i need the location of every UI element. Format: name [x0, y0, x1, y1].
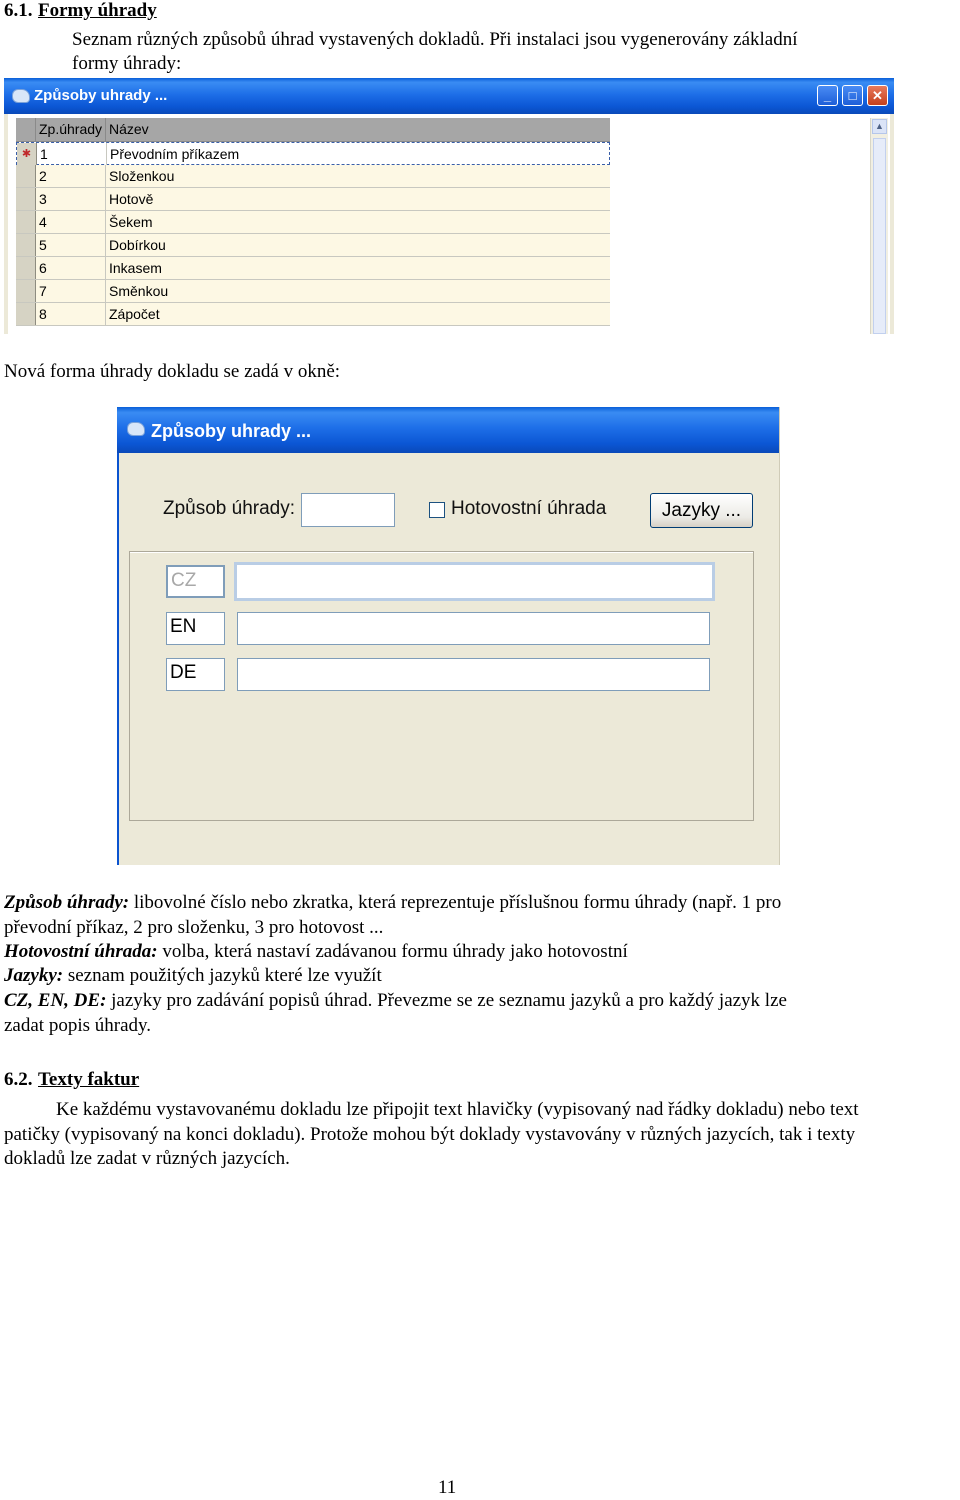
cell-code: 6 — [36, 257, 106, 279]
window-title: Způsoby uhrady ... — [34, 87, 168, 104]
cell-name: Zápočet — [109, 306, 160, 322]
desc-text: jazyky pro zadávání popisů úhrad. Převezme se ze seznamu jazyků a pro každý jazyk lze — [106, 990, 787, 1011]
row-indicator — [16, 211, 36, 233]
section-title: Formy úhrady — [38, 0, 157, 21]
cell-name: Dobírkou — [109, 237, 166, 253]
close-icon[interactable]: ✕ — [867, 85, 888, 106]
table-row[interactable] — [16, 303, 610, 326]
group-divider — [129, 551, 753, 553]
cash-payment-label: Hotovostní úhrada — [451, 498, 607, 519]
desc-text: volba, která nastaví zadávanou formu úhrady jako hotovostní — [157, 941, 628, 962]
section2-line-3: dokladů lze zadat v různých jazycích. — [4, 1148, 290, 1169]
cell-name: Hotově — [109, 191, 154, 207]
row-indicator — [16, 188, 36, 210]
payment-method-edit-window — [117, 407, 780, 865]
languages-button[interactable]: Jazyky ... — [650, 493, 753, 528]
row-indicator — [16, 303, 36, 325]
grid-client-area — [8, 114, 890, 334]
group-border-bottom — [129, 820, 754, 821]
section2-line-2: patičky (vypisovaný na konci dokladu). Protože mohou být doklady vystavovány v různých jazycích, tak i texty — [4, 1124, 856, 1145]
cell-code: 3 — [36, 188, 106, 210]
section-number: 6.1. — [4, 0, 33, 21]
table-row[interactable] — [16, 188, 610, 211]
payment-methods-grid[interactable] — [16, 118, 610, 334]
language-code-en: EN — [166, 612, 225, 645]
window-titlebar — [117, 407, 779, 453]
scroll-thumb[interactable] — [873, 138, 886, 334]
language-code-de: DE — [166, 658, 225, 691]
description-language-codes — [4, 989, 958, 1038]
language-text-en-input[interactable] — [237, 612, 710, 645]
desc-text: seznam použitých jazyků které lze využít — [63, 965, 382, 986]
table-row[interactable] — [16, 234, 610, 257]
app-icon — [12, 89, 30, 103]
payment-code-input[interactable] — [301, 493, 395, 527]
desc-text: zadat popis úhrady. — [4, 1014, 152, 1036]
minimize-icon[interactable]: _ — [817, 85, 838, 106]
cell-code: 8 — [36, 303, 106, 325]
cash-payment-checkbox[interactable] — [429, 502, 445, 518]
new-form-text: Nová forma úhrady dokladu se zadá v okně: — [4, 361, 341, 382]
group-border-left — [129, 551, 130, 821]
scroll-up-icon[interactable]: ▲ — [872, 119, 887, 134]
window-titlebar — [4, 78, 894, 114]
row-indicator — [16, 257, 36, 279]
cell-name: Inkasem — [109, 260, 162, 276]
cell-name: Směnkou — [109, 283, 169, 299]
table-row[interactable] — [16, 211, 610, 234]
cell-code: 1 — [37, 143, 107, 165]
term-language-codes: CZ, EN, DE: — [4, 990, 107, 1011]
section2-line-1: Ke každému vystavovanému dokladu lze připojit text hlavičky (vypisovaný nad řádky dokladu) nebo text — [56, 1099, 859, 1120]
payment-methods-list-window — [4, 78, 894, 334]
vertical-scrollbar[interactable] — [870, 118, 888, 334]
term-payment-code: Způsob úhrady: — [4, 892, 130, 913]
intro-line-2: formy úhrady: — [72, 53, 182, 74]
desc-text: převodní příkaz, 2 pro složenku, 3 pro hotovost ... — [4, 916, 384, 938]
maximize-icon[interactable]: □ — [842, 85, 863, 106]
description-payment-code — [4, 891, 958, 940]
term-languages: Jazyky: — [4, 965, 64, 986]
section-number: 6.2. — [4, 1069, 33, 1090]
language-text-de-input[interactable] — [237, 658, 710, 691]
row-indicator — [16, 165, 36, 187]
language-code-cz: CZ — [166, 565, 225, 598]
table-row[interactable] — [16, 142, 610, 165]
description-languages — [4, 964, 958, 989]
desc-text: libovolné číslo nebo zkratka, která reprezentuje příslušnou formu úhrady (např. 1 pro — [129, 892, 782, 913]
column-header-name[interactable]: Název — [109, 121, 149, 137]
grid-header — [16, 118, 610, 142]
cell-code: 2 — [36, 165, 106, 187]
intro-line-1: Seznam různých způsobů úhrad vystavených dokladů. Při instalaci jsou vygenerovány základní — [72, 29, 798, 50]
payment-code-label: Způsob úhrady: — [163, 498, 296, 519]
cell-name: Složenkou — [109, 168, 175, 184]
section-heading-6-2 — [4, 1069, 139, 1091]
cell-name: Převodním příkazem — [110, 146, 240, 162]
row-indicator — [16, 280, 36, 302]
term-cash-payment: Hotovostní úhrada: — [4, 941, 158, 962]
row-indicator — [16, 234, 36, 256]
header-indicator — [16, 118, 36, 141]
table-row[interactable] — [16, 165, 610, 188]
cell-name: Šekem — [109, 214, 153, 230]
description-cash-payment — [4, 940, 958, 965]
cell-code: 4 — [36, 211, 106, 233]
section-title: Texty faktur — [38, 1069, 140, 1090]
group-border-right — [753, 551, 754, 821]
table-row[interactable] — [16, 280, 610, 303]
cell-code: 7 — [36, 280, 106, 302]
current-row-marker-icon: ✱ — [17, 143, 37, 165]
cell-code: 5 — [36, 234, 106, 256]
app-icon — [127, 422, 145, 436]
language-text-cz-input[interactable] — [234, 562, 715, 601]
page-number: 11 — [438, 1477, 457, 1498]
section-heading-6-1 — [4, 0, 157, 22]
window-title: Způsoby uhrady ... — [151, 421, 312, 441]
column-header-code[interactable]: Zp.úhrady — [36, 118, 106, 141]
table-row[interactable] — [16, 257, 610, 280]
